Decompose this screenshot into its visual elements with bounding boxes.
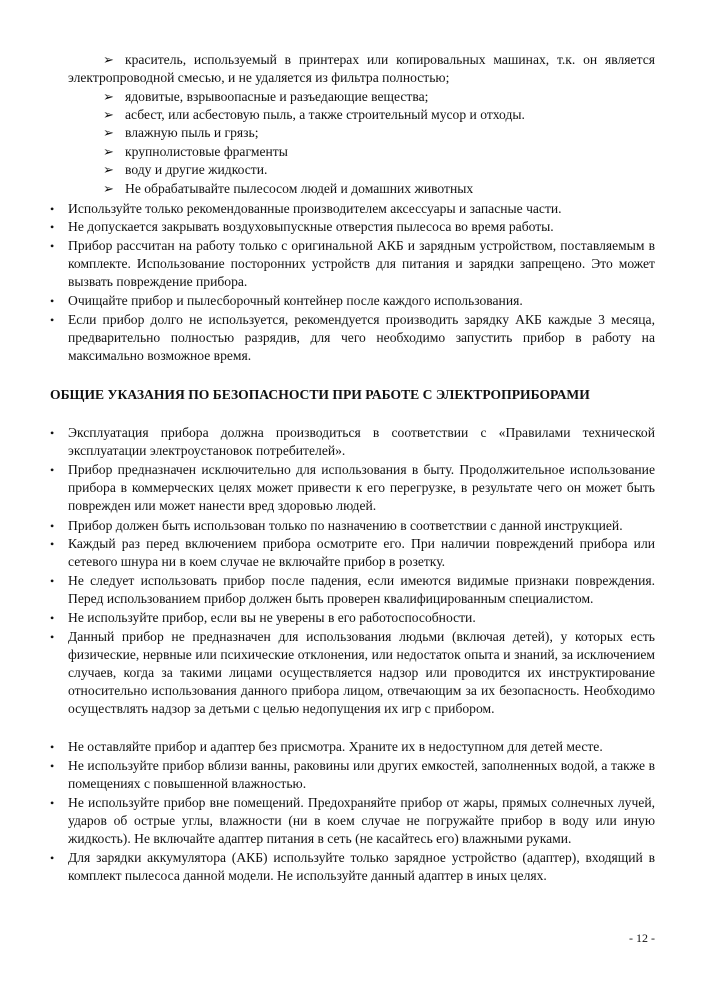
bullet-icon: • — [50, 574, 55, 588]
bullet-icon: • — [50, 519, 55, 533]
list-item — [50, 628, 655, 718]
sub-item: краситель, используемый в принтерах или копировальных машинах, т.к. он является — [125, 52, 655, 67]
list-item — [50, 218, 655, 236]
list-item — [50, 237, 655, 291]
sub-item: асбест, или асбестовую пыль, а также строительный мусор и отходы. — [125, 107, 525, 122]
arrow-icon: ➢ — [103, 52, 114, 67]
list-item-text: Прибор должен быть использован только по назначению в соответствии с данной инструкцией. — [68, 518, 623, 533]
arrow-icon: ➢ — [103, 89, 114, 104]
list-item-text: Не используйте прибор, если вы не уверены в его работоспособности. — [68, 610, 476, 625]
bullet-icon: • — [50, 851, 55, 865]
list-item-text: Не следует использовать прибор после падения, если имеются видимые признаки повреждения. Перед использованием прибор должен быть проверен квалифицированным специалистом. — [68, 573, 655, 606]
list-item-text: Каждый раз перед включением прибора осмотрите его. При наличии повреждений прибора или сетевого шнура ни в коем случае не включайте прибор в розетку. — [68, 536, 655, 569]
list-item-text: Если прибор долго не используется, рекомендуется производить зарядку АКБ каждые 3 месяца, предварительно полностью разрядив, для чего необходимо запустить прибор в работу на максимально возможное время. — [68, 312, 655, 363]
list-item — [50, 572, 655, 608]
list-item-text: Данный прибор не предназначен для использования людьми (включая детей), у которых есть физические, нервные или психические отклонения, или недостаток опыта и знаний, за исключением случаев, когда за такими лицами осуществляется надзор или проводится их инструктирование относительно использования данного прибора лицом, отвечающим за их безопасность. Необходимо осуществлять надзор за детьми с целью недопущения их игр с прибором. — [68, 629, 655, 716]
sub-item: ядовитые, взрывоопасные и разъедающие вещества; — [125, 89, 429, 104]
list-item-text: Прибор предназначен исключительно для использования в быту. Продолжительное использование прибора в коммерческих целях может привести к его перегрузке, в результате чего он может быть поврежден или может нанести вред здоровью людей. — [68, 462, 655, 513]
sub-item: Не обрабатывайте пылесосом людей и домашних животных — [125, 181, 474, 196]
bullet-icon: • — [50, 630, 55, 644]
bullet-icon: • — [50, 239, 55, 253]
bullet-icon: • — [50, 426, 55, 440]
list-item-text: Очищайте прибор и пылесборочный контейнер после каждого использования. — [68, 293, 523, 308]
bullet-icon: • — [50, 463, 55, 477]
bullet-icon: • — [50, 202, 55, 216]
list-item — [50, 849, 655, 885]
list-item-text: Прибор рассчитан на работу только с оригинальной АКБ и зарядным устройством, поставляемым в комплекте. Использование посторонних устройств для питания и зарядки запрещено. Это может вызвать повреждение прибора. — [68, 238, 655, 289]
list-item — [50, 609, 655, 627]
list-item — [50, 461, 655, 515]
arrow-icon: ➢ — [103, 162, 114, 177]
bullet-icon: • — [50, 611, 55, 625]
arrow-icon: ➢ — [103, 125, 114, 140]
sub-item: крупнолистовые фрагменты — [125, 144, 288, 159]
list-item — [50, 794, 655, 848]
list-item — [50, 292, 655, 310]
list-item-text: Не используйте прибор вблизи ванны, раковины или других емкостей, заполненных водой, а также в помещениях с повышенной влажностью. — [68, 758, 655, 791]
list-item — [50, 311, 655, 365]
arrow-icon: ➢ — [103, 144, 114, 159]
list-item — [50, 200, 655, 218]
list-item — [50, 535, 655, 571]
bullet-icon: • — [50, 740, 55, 754]
sub-item: воду и другие жидкости. — [125, 162, 268, 177]
bullet-icon: • — [50, 796, 55, 810]
bullet-icon: • — [50, 220, 55, 234]
list-item — [50, 424, 655, 460]
list-item-text: Не оставляйте прибор и адаптер без присмотра. Храните их в недоступном для детей месте. — [68, 739, 603, 754]
sub-item-continuation: электропроводной смесью, и не удаляется из фильтра полностью; — [68, 70, 450, 85]
list-item-text: Не допускается закрывать воздуховыпускные отверстия пылесоса во время работы. — [68, 219, 554, 234]
arrow-icon: ➢ — [103, 107, 114, 122]
list-item-text: Для зарядки аккумулятора (АКБ) используйте только зарядное устройство (адаптер), входящий в комплект пылесоса данной модели. Не используйте данный адаптер в иных целях. — [68, 850, 655, 883]
bullet-icon: • — [50, 537, 55, 551]
list-item-text: Не используйте прибор вне помещений. Предохраняйте прибор от жары, прямых солнечных лучей, ударов об острые углы, влажности (ни в коем случае не погружайте прибор в воду или иную жидкость). Не включайте адаптер питания в сеть (не касайтесь его) влажными руками. — [68, 795, 655, 846]
bullet-icon: • — [50, 294, 55, 308]
list-item-text: Используйте только рекомендованные производителем аксессуары и запасные части. — [68, 201, 562, 216]
arrow-icon: ➢ — [103, 181, 114, 196]
list-item — [50, 738, 655, 756]
list-item — [50, 517, 655, 535]
section-heading: ОБЩИЕ УКАЗАНИЯ ПО БЕЗОПАСНОСТИ ПРИ РАБОТЕ С ЭЛЕКТРОПРИБОРАМИ — [50, 387, 590, 402]
bullet-icon: • — [50, 759, 55, 773]
list-item-text: Эксплуатация прибора должна производиться в соответствии с «Правилами технической эксплуатации электроустановок потребителей». — [68, 425, 655, 458]
list-item — [50, 757, 655, 793]
page-number: - 12 - — [629, 931, 655, 945]
sub-item: влажную пыль и грязь; — [125, 125, 259, 140]
bullet-icon: • — [50, 313, 55, 327]
